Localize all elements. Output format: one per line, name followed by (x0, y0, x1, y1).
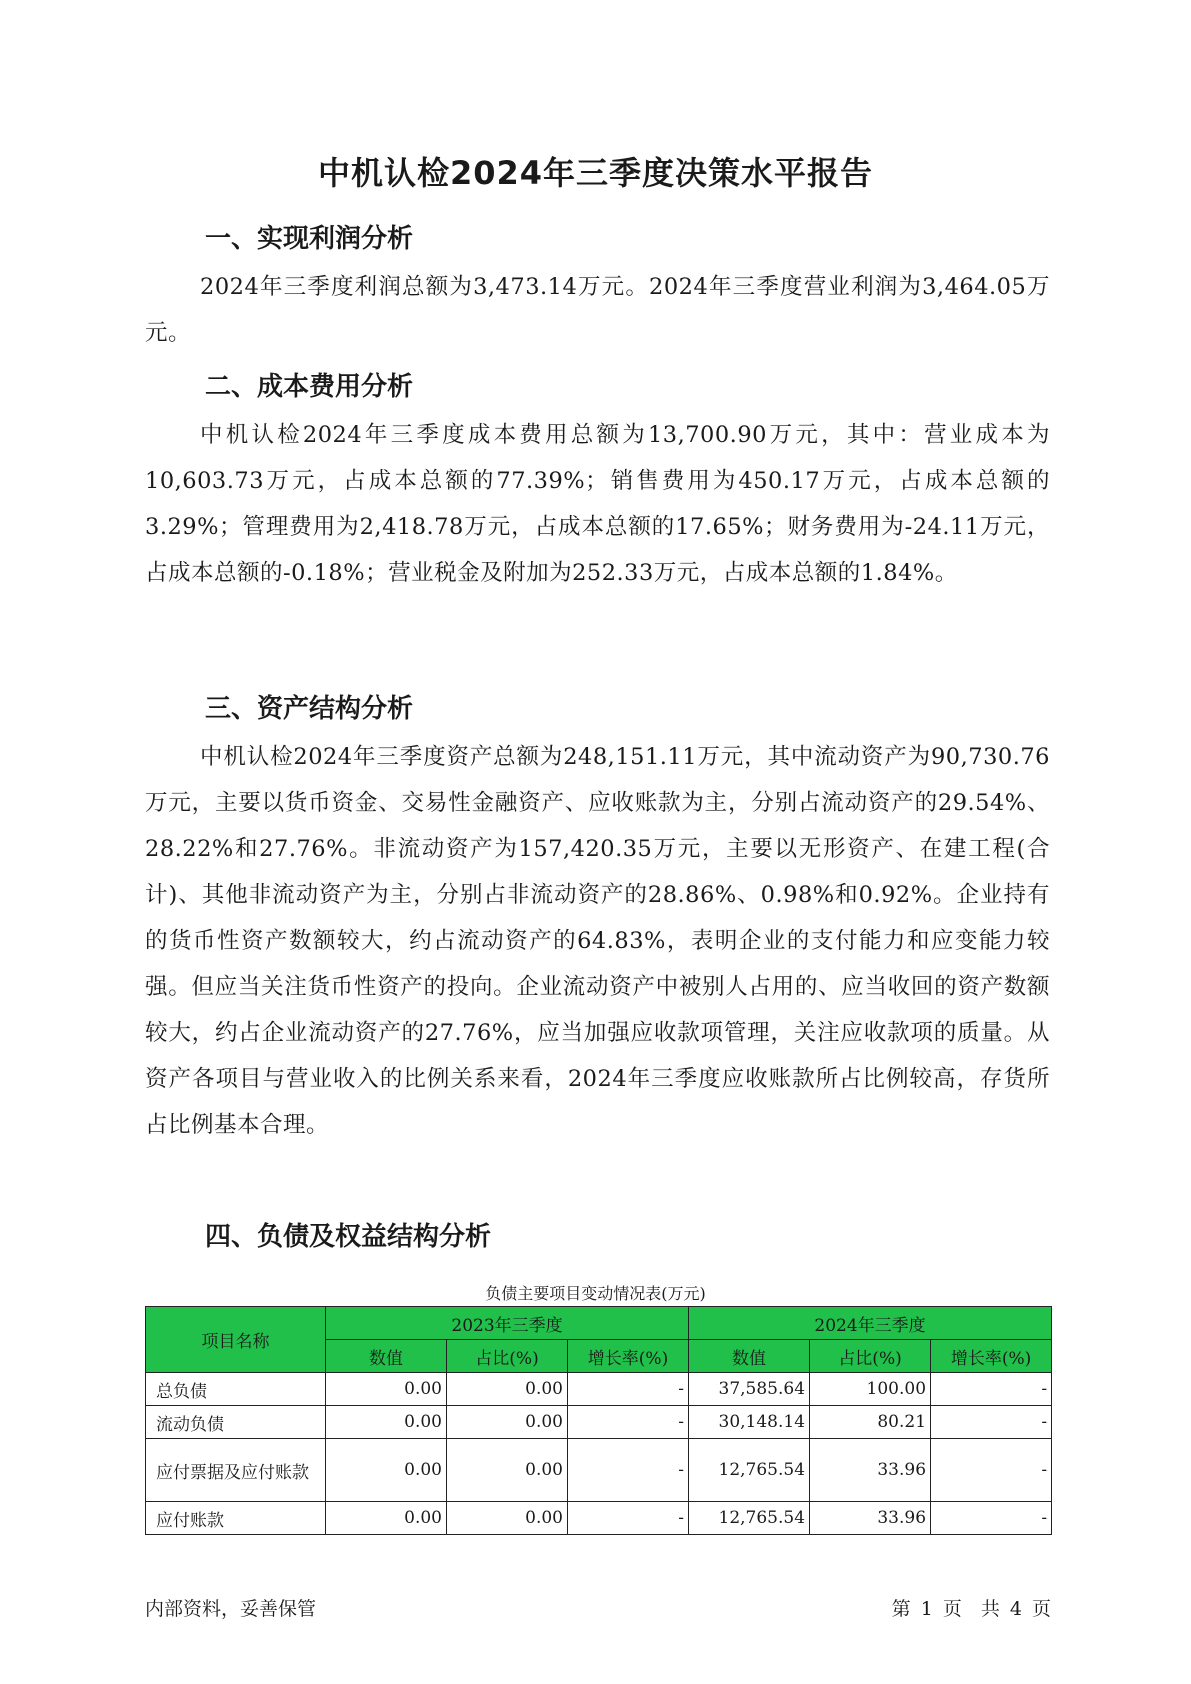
row-name: 总负债 (146, 1373, 326, 1406)
cell: 0.00 (326, 1502, 447, 1535)
cell: - (931, 1439, 1052, 1502)
cell: 80.21 (810, 1406, 931, 1439)
header-period-2024: 2024年三季度 (689, 1307, 1052, 1340)
cell: 37,585.64 (689, 1373, 810, 1406)
cell: - (931, 1502, 1052, 1535)
subheader-value-2023: 数值 (326, 1340, 447, 1373)
cell: - (568, 1373, 689, 1406)
cell: 0.00 (447, 1439, 568, 1502)
subheader-ratio-2023: 占比(%) (447, 1340, 568, 1373)
table-row (146, 1439, 1052, 1502)
cell: 100.00 (810, 1373, 931, 1406)
section-heading-liabilities: 四、负债及权益结构分析 (205, 1222, 492, 1252)
liabilities-table (145, 1306, 1052, 1535)
cell: - (931, 1373, 1052, 1406)
section-text-cost: 中机认检2024年三季度成本费用总额为13,700.90万元，其中：营业成本为10,603.73万元，占成本总额的77.39%；销售费用为450.17万元，占成本总额的3.29%；管理费用为2,418.78万元，占成本总额的17.65%；财务费用为-24.11万元，占成本总额的-0.18%；营业税金及附加为252.33万元，占成本总额的1.84%。 (145, 422, 1050, 586)
subheader-value-2024: 数值 (689, 1340, 810, 1373)
footer-confidential: 内部资料，妥善保管 (145, 1598, 317, 1620)
section-heading-cost: 二、成本费用分析 (205, 372, 414, 402)
cell: 30,148.14 (689, 1406, 810, 1439)
table-caption: 负债主要项目变动情况表(万元) (485, 1284, 706, 1303)
cell: 0.00 (326, 1439, 447, 1502)
subheader-growth-2024: 增长率(%) (931, 1340, 1052, 1373)
header-period-2023: 2023年三季度 (326, 1307, 689, 1340)
cell: 12,765.54 (689, 1502, 810, 1535)
header-item-name: 项目名称 (146, 1307, 326, 1373)
section-text-assets: 中机认检2024年三季度资产总额为248,151.11万元，其中流动资产为90,730.76万元，主要以货币资金、交易性金融资产、应收账款为主，分别占流动资产的29.54%、28.22%和27.76%。非流动资产为157,420.35万元，主要以无形资产、在建工程(合计)、其他非流动资产为主，分别占非流动资产的28.86%、0.98%和0.92%。企业持有的货币性资产数额较大，约占流动资产的64.83%，表明企业的支付能力和应变能力较强。但应当关注货币性资产的投向。企业流动资产中被别人占用的、应当收回的资产数额较大，约占企业流动资产的27.76%，应当加强应收款项管理，关注应收款项的质量。从资产各项目与营业收入的比例关系来看，2024年三季度应收账款所占比例较高，存货所占比例基本合理。 (145, 744, 1050, 1138)
cell: 33.96 (810, 1502, 931, 1535)
cell: - (568, 1439, 689, 1502)
cell: 0.00 (447, 1406, 568, 1439)
row-name: 流动负债 (146, 1406, 326, 1439)
row-name: 应付票据及应付账款 (146, 1439, 326, 1502)
section-heading-assets: 三、资产结构分析 (205, 694, 414, 724)
row-name: 应付账款 (146, 1502, 326, 1535)
subheader-ratio-2024: 占比(%) (810, 1340, 931, 1373)
footer-page-number: 第 1 页 共 4 页 (891, 1598, 1051, 1620)
report-title: 中机认检2024年三季度决策水平报告 (317, 154, 874, 192)
cell: 0.00 (326, 1373, 447, 1406)
table-row (146, 1502, 1052, 1535)
cell: 33.96 (810, 1439, 931, 1502)
cell: 0.00 (447, 1373, 568, 1406)
cell: - (931, 1406, 1052, 1439)
subheader-growth-2023: 增长率(%) (568, 1340, 689, 1373)
cell: - (568, 1502, 689, 1535)
cell: 0.00 (326, 1406, 447, 1439)
section-heading-profit: 一、实现利润分析 (205, 224, 414, 254)
cell: 12,765.54 (689, 1439, 810, 1502)
table-row (146, 1406, 1052, 1439)
cell: - (568, 1406, 689, 1439)
table-row (146, 1373, 1052, 1406)
cell: 0.00 (447, 1502, 568, 1535)
section-text-profit: 2024年三季度利润总额为3,473.14万元。2024年三季度营业利润为3,464.05万元。 (145, 274, 1050, 346)
